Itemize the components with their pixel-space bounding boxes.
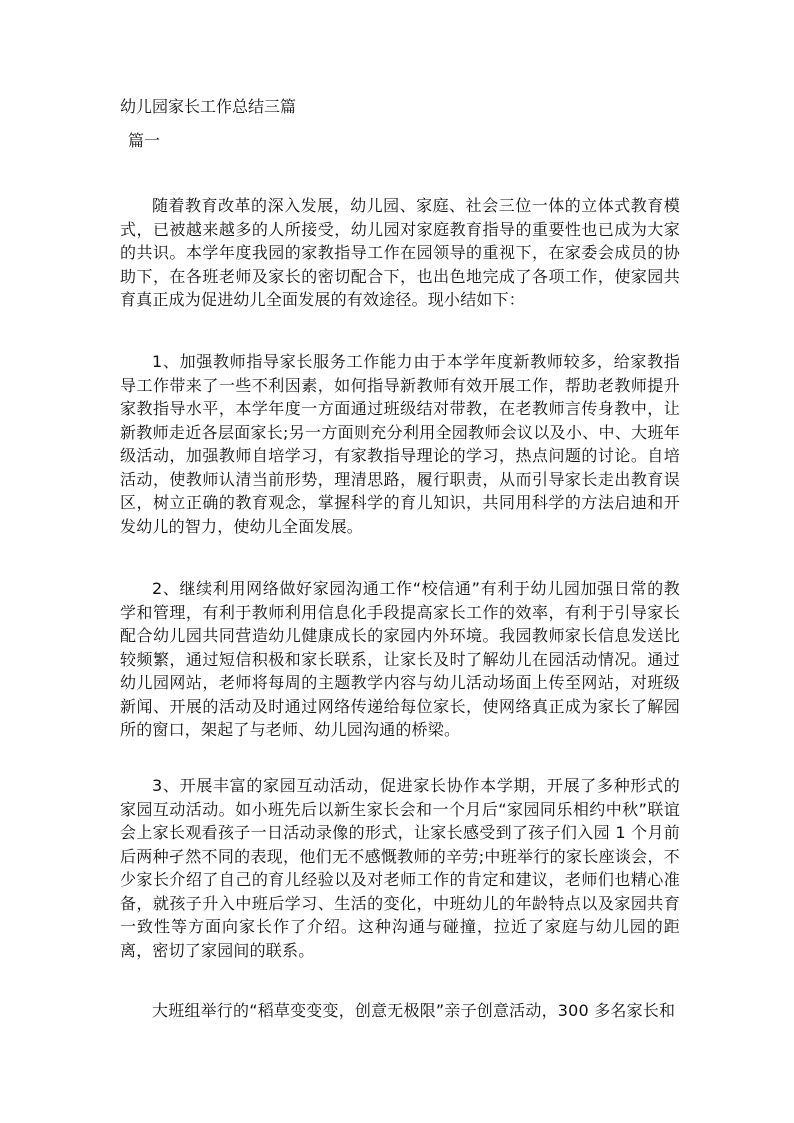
section-label: 篇一 [128, 131, 161, 150]
document-title: 幼儿园家长工作总结三篇 [120, 97, 297, 116]
paragraph-item-1: 1、加强教师指导家长服务工作能力由于本学年度新教师较多，给家教指导工作带来了一些不利因素，如何指导新教师有效开展工作，帮助老教师提升家教指导水平，本学年度一方面通过班级结对带教，在老教师言传身教中，让新教师走近各层面家长;另一方面则充分利用全园教师会议以及小、中、大班年级活动，加强教师自培学习，有家教指导理论的学习，热点问题的讨论。自培活动，使教师认清当前形势，理清思路，履行职责，从而引导家长走出教育误区，树立正确的教育观念，掌握科学的育儿知识，共同用科学的方法启迪和开发幼儿的智力，使幼儿全面发展。 [120, 352, 680, 536]
paragraph-continued: 大班组举行的“稻草变变变，创意无极限”亲子创意活动，300 多名家长和 [152, 1001, 676, 1020]
paragraph-item-2: 2、继续利用网络做好家园沟通工作“校信通”有利于幼儿园加强日常的教学和管理，有利于教师利用信息化手段提高家长工作的效率，有利于引导家长配合幼儿园共同营造幼儿健康成长的家园内外环境。我园教师家长信息发送比较频繁，通过短信积极和家长联系，让家长及时了解幼儿在园活动情况。通过幼儿园网站，老师将每周的主题教学内容与幼儿活动场面上传至网站，对班级新闻、开展的活动及时通过网络传递给每位家长，使网络真正成为家长了解园所的窗口，架起了与老师、幼儿园沟通的桥梁。 [120, 579, 680, 739]
paragraph-item-3: 3、开展丰富的家园互动活动，促进家长协作本学期，开展了多种形式的家园互动活动。如小班先后以新生家长会和一个月后“家园同乐相约中秋”联谊会上家长观看孩子一日活动录像的形式，让家长感受到了孩子们入园 1 个月前后两种孑然不同的表现，他们无不感慨教师的辛劳;中班举行的家长座谈会，不少家长介绍了自己的育儿经验以及对老师工作的肯定和建议，老师们也精心准备，就孩子升入中班后学习、生活的变化，中班幼儿的年龄特点以及家园共育一致性等方面向家长作了介绍。这种沟通与碰撞，拉近了家庭与幼儿园的距离，密切了家园间的联系。 [120, 776, 680, 960]
paragraph-intro: 随着教育改革的深入发展，幼儿园、家庭、社会三位一体的立体式教育模式，已被越来越多的人所接受，幼儿园对家庭教育指导的重要性也已成为大家的共识。本学年度我园的家教指导工作在园领导的重视下，在家委会成员的协助下，在各班老师及家长的密切配合下，也出色地完成了各项工作，使家园共育真正成为促进幼儿全面发展的有效途径。现小结如下： [120, 196, 680, 309]
